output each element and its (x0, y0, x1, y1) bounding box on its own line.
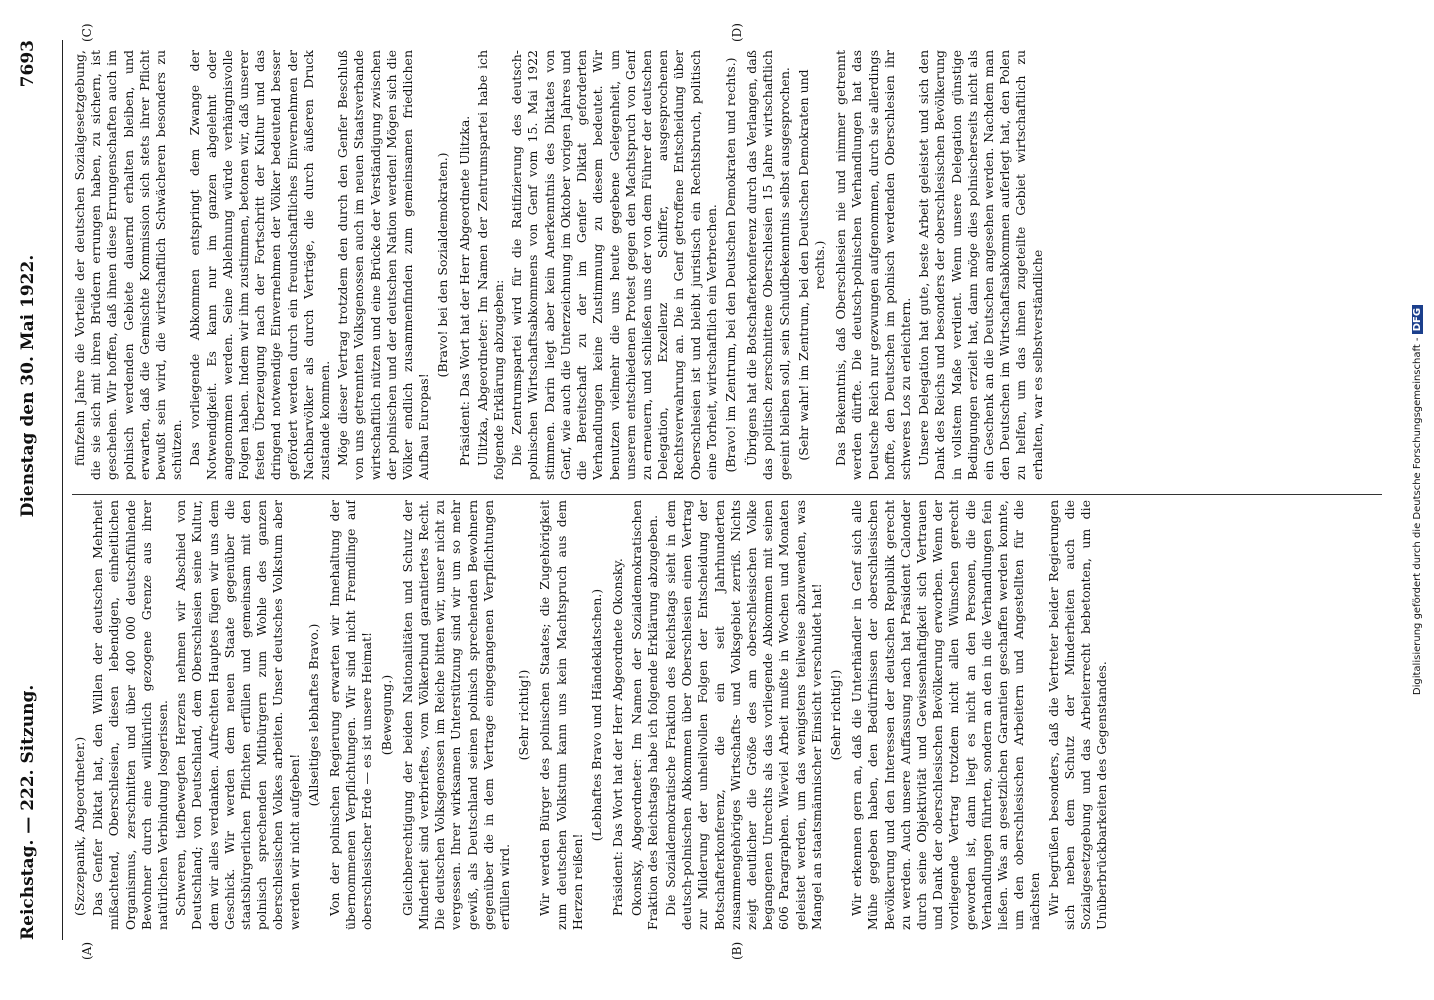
paragraph: Das Genfer Diktat hat, den Willen der deutschen Mehrheit mißachtend, Oberschlesien, diesen lebendigen, einheitlichen Organismus, zerschnitten und über 400 000 deutschfühlende Bewohner durch eine willkürlich gezogene Grenze aus ihrer natürlichen Verbindung losgerissen. (90, 500, 171, 930)
paragraph: Von der polnischen Regierung erwarten wir Innehaltung der übernommenen Verpflichtungen. Wir sind nicht Fremdlinge auf oberschlesischer Erde — es ist unsere Heimat! (327, 500, 375, 930)
digitization-note (1410, 0, 1434, 1000)
paragraph: Die Sozialdemokratische Fraktion des Reichstags sieht in dem deutsch-polnischen Abkommen über Oberschlesien einen Vertrag zur Milderung der unheilvollen Folgen der Entscheidung der Botschafterkonferenz, die ein seit Jahrhunderten zusammengehöriges Wirtschafts- und Volksgebiet zerriß. Nichts zeigt deutlicher die Größe des am oberschlesischen Volke begangenen Unrechts als das vorliegende Abkommen mit seinen 606 Paragraphen. Wieviel Arbeit mußte in Wochen und Monaten geleistet werden, um das wenigstens teilweise abzuwenden, was Mangel an staatsmännischer Einsicht verschuldet hat! (662, 500, 824, 930)
marker-c: (C) (80, 23, 94, 42)
paragraph: Gleichberechtigung der beiden Nationalitäten und Schutz der Minderheit sind verbrieftes, vom Völkerbund garantiertes Recht. Die deutschen Volksgenossen im Reiche bitten wir, unser nicht zu vergessen. Ihrer wirksamen Unterstützung sind wir um so mehr gewiß, als Deutschland seinen polnisch sprechenden Bewohnern gegenüber die in dem Vertrage eingegangenen Verpflichtungen erfüllen wird. (399, 500, 513, 930)
header-date: Dienstag den 30. Mai 1922. (18, 254, 38, 518)
dfg-badge: DFG (1412, 305, 1423, 334)
digitization-text: Digitalisierung gefördert durch die Deutsche Forschungsgemeinschaft - (1412, 337, 1423, 696)
header-left: Reichstag. — 222. Sitzung. (18, 684, 38, 940)
stage-direction: (Sehr richtig!) (827, 669, 843, 761)
stage-direction: (Allseitiges lebhaftes Bravo.) (305, 623, 321, 807)
paragraph: Übrigens hat die Botschafterkonferenz durch das Verlangen, daß das politisch zerschnittene Oberschlesien 15 Jahre wirtschaftlich geeint bleiben soll, sein Schuldbekenntnis selbst ausgesprochen. (744, 50, 792, 480)
paragraph: Die Zentrumspartei wird für die Ratifizierung des deutsch-polnischen Wirtschaftsabkommens von Genf vom 15. Mai 1922 stimmen. Darin liegt aber kein Anerkenntnis des Diktates von Genf, wie auch die Unterzeichnung im Oktober vorigen Jahres und die Bereitschaft zu der im Genfer Diktat geforderten Verhandlungen keine Zustimmung zu diesem bedeutet. Wir benutzen vielmehr die uns heute gegebene Gelegenheit, um unserem entschiedenen Protest gegen den Machtspruch von Genf zu erneuern, und schließen uns der von dem Führer der deutschen Delegation, Exzellenz Schiffer, ausgesprochenen Rechtsverwahrung an. Die in Genf getroffene Entscheidung über Oberschlesien ist und bleibt juristisch ein Rechtsbruch, politisch eine Torheit, wirtschaftlich ein Verbrechen. (509, 50, 719, 480)
stage-direction: (Lebhaftes Bravo und Händeklatschen.) (589, 588, 605, 842)
paragraph: Schweren, tiefbewegten Herzens nehmen wir Abschied von Deutschland; von Deutschland, dem Oberschlesien seine Kultur, dem wir alles verdanken. Aufrechten Hauptes fügen wir uns dem Geschick. Wir werden dem neuen Staate gegenüber die staatsbürgerlichen Pflichten erfüllen und gemeinsam mit den polnisch sprechenden Mitbürgern zum Wohle des ganzen oberschlesischen Volkes arbeiten. Unser deutsches Volkstum aber werden wir nicht aufgeben! (173, 500, 302, 930)
stage-direction: (Bewegung.) (378, 674, 394, 756)
paragraph: Das Bekenntnis, daß Oberschlesien nie und nimmer getrennt werden dürfte. Die deutsch-polnischen Verhandlungen hat das Deutsche Reich nur gezwungen aufgenommen, durch sie allerdings hoffte, den Deutschen im polnisch werdenden Oberschlesien ihr schweres Los zu erleichtern. (833, 50, 913, 480)
marker-b: (B) (730, 941, 744, 960)
paragraph: Unsere Delegation hat gute, beste Arbeit geleistet und sich den Dank des Reichs und besonders der oberschlesischen Bevölkerung in vollstem Maße verdient. Wenn unsere Delegation günstige Bedingungen erzielt hat, dann möge dies polnischerseits nicht als ein Geschenk an die Deutschen angesehen werden. Nachdem man den Deutschen im Wirtschaftsabkommen auferlegt hat, den Polen zu helfen, um das ihnen zugeteilte Gebiet wirtschaftlich zu erhalten, war es selbstverständliche (916, 50, 1045, 480)
stage-direction: (Bravo! bei den Sozialdemokraten.) (435, 152, 451, 378)
paragraph: Das vorliegende Abkommen entspringt dem Zwange der Notwendigkeit. Es kann nur im ganzen abgelehnt oder angenommen werden. Seine Ablehnung würde verhängnisvolle Folgen haben. Indem wir ihm zustimmen, betonen wir, daß unserer festen Überzeugung nach der Fortschritt der Kultur und das dringend notwendige Einvernehmen der Völker bedeutend besser gefördert werden durch ein freundschaftliches Einvernehmen der Nachbarvölker als durch Verträge, die durch äußeren Druck zustande kommen. (187, 50, 333, 480)
paragraph: Wir werden Bürger des polnischen Staates; die Zugehörigkeit zum deutschen Volkstum kann uns kein Machtspruch aus dem Herzen reißen! (537, 500, 585, 930)
paragraph: Wir erkennen gern an, daß die Unterhändler in Genf sich alle Mühe gegeben haben, den Bedürfnissen der oberschlesischen Bevölkerung und den Interessen der deutschen Republik gerecht zu werden. Auch unsere Auffassung nach hat Präsident Calonder durch seine Objektivität und Gewissenhaftigkeit sich Vertrauen und Dank der oberschlesischen Bevölkerung erworben. Wenn der vorliegende Vertrag trotzdem nicht allen Wünschen gerecht geworden ist, dann liegt es nicht an den Personen, die die Verhandlungen führten, sondern an den in die Verhandlungen fein ließen. Was an gesetzlichen Garantien geschaffen werden konnte, um den oberschlesischen Arbeitern und Angestellten für die nächsten (849, 500, 1043, 930)
paragraph: (Szczepanik, Abgeordneter.) (72, 736, 87, 916)
paragraph: Wir begrüßen besonders, daß die Vertreter beider Regierungen sich neben dem Schutz der Minderheiten auch die Sozialgesetzgebung und das Arbeiterrecht bebetonten, um die Unüberbrückbarkeiten des Gegenstandes. (1045, 500, 1110, 930)
paragraph: fünfzehn Jahre die Vorteile der deutschen Sozialgesetzgebung, die sie sich mit ihren Brüdern errungen haben, zu sichern, ist geschehen. Wir hoffen, daß ihnen diese Errungenschaften auch im polnisch werdenden Gebiete dauernd erhalten bleiben, und erwarten, daß die Gemischte Kommission sich stets ihrer Pflicht bewußt sein wird, die wirtschaftlich Schwächeren besonders zu schützen. (72, 50, 185, 480)
stage-direction: (Sehr richtig!) (516, 669, 532, 761)
paragraph: Präsident: Das Wort hat der Herr Abgeordnete Ulitzka. (456, 115, 472, 466)
page-header (18, 40, 63, 940)
right-column (72, 50, 1392, 480)
stage-direction: (Sehr wahr! im Zentrum, bei den Deutschen Demokraten und rechts.) (795, 69, 827, 461)
marker-a: (A) (80, 941, 94, 960)
column-divider (72, 494, 1382, 495)
page-number: 7693 (18, 40, 38, 88)
marker-d: (D) (730, 23, 744, 42)
paragraph: Ulitzka, Abgeordneter: Im Namen der Zentrumspartei habe ich folgende Erklärung abzugeben: (474, 50, 507, 480)
stage-direction: (Bravo! im Zentrum, bei den Deutschen Demokraten und rechts.) (722, 57, 738, 473)
paragraph: Präsident: Das Wort hat der Herr Abgeordnete Okonsky. (610, 558, 626, 916)
paragraph: Möge dieser Vertrag trotzdem den durch den Genfer Beschluß von uns getrennten Volksgenossen auch im neuen Staatsverbande wirtschaftlich nützen und eine Brücke der Verständigung zwischen der polnischen und der deutschen Nation werden! Mögen sich die Völker endlich zusammenfinden zum gemeinsamen friedlichen Aufbau Europas! (335, 50, 432, 480)
paragraph: Okonsky, Abgeordneter: Im Namen der Sozialdemokratischen Fraktion des Reichstags habe ich folgende Erklärung abzugeben. (628, 500, 660, 930)
left-column (72, 500, 1392, 930)
